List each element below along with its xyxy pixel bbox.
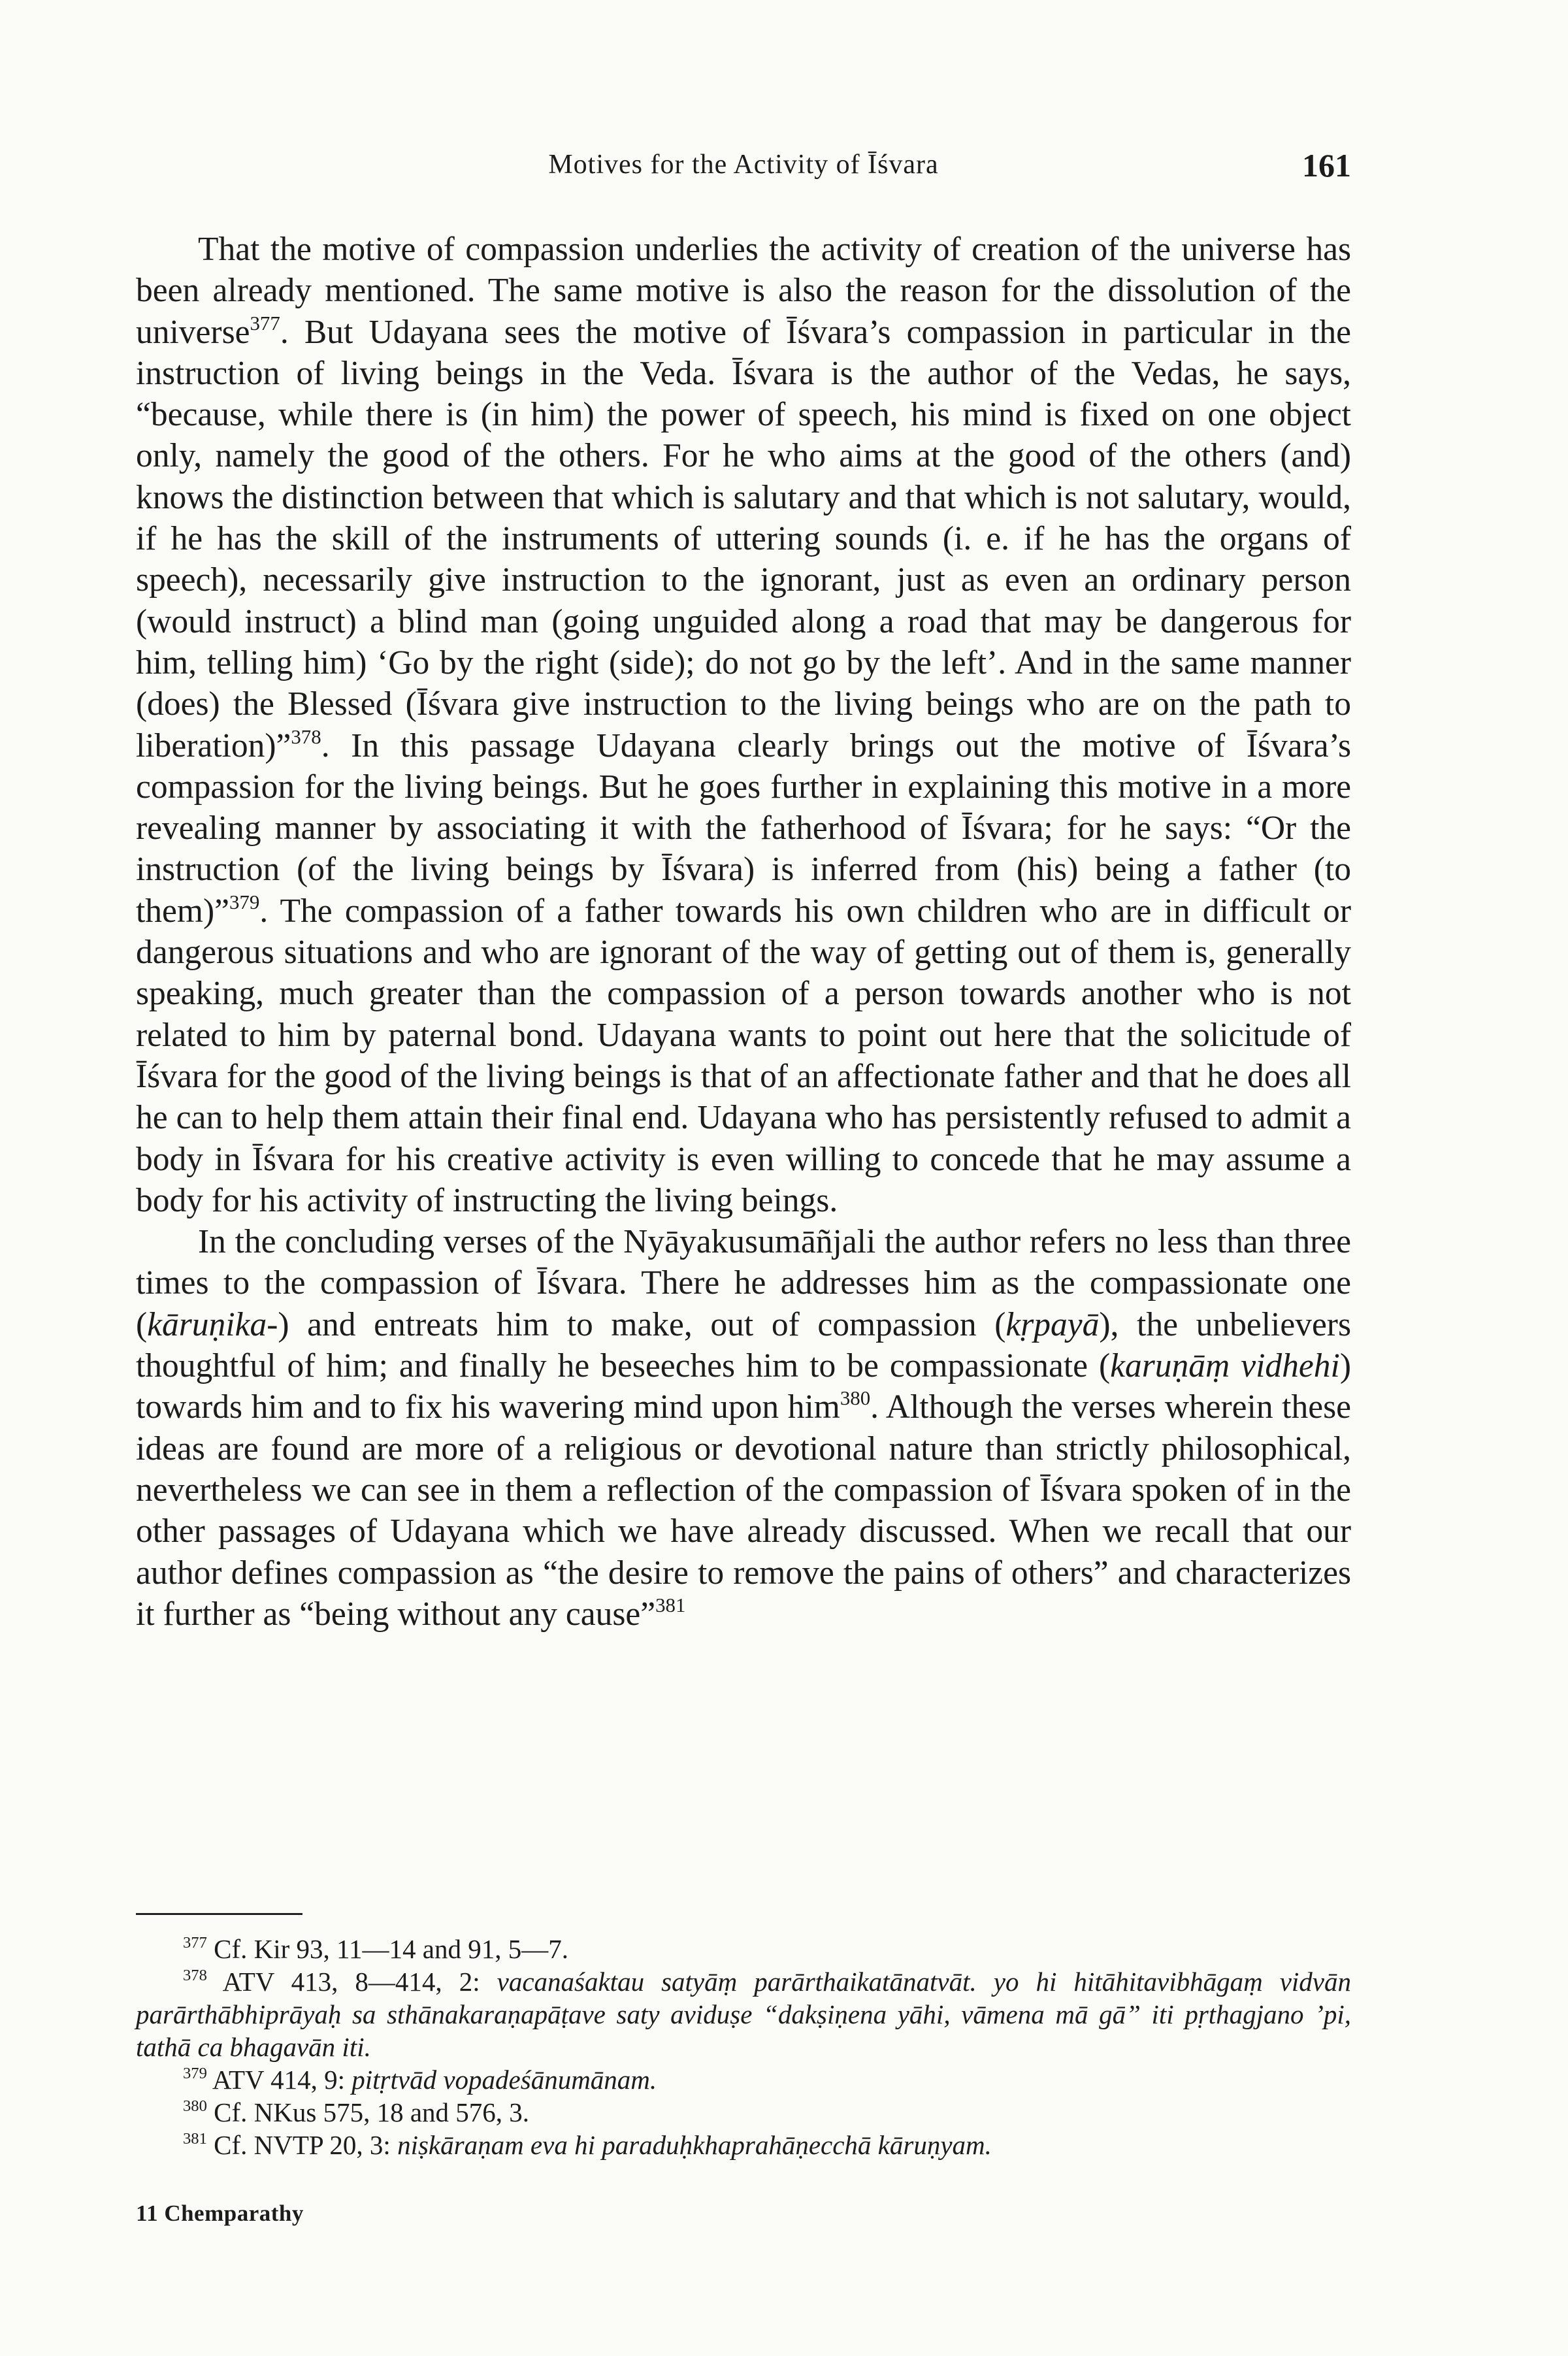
footnote-380	[136, 2096, 1351, 2129]
footnote-divider	[136, 1913, 302, 1915]
footnote-number: 381	[183, 2130, 207, 2148]
main-text	[136, 229, 1351, 1635]
footnote-number: 378	[183, 1967, 207, 1985]
text-span: That the motive of compassion underlies the activity of creation of the universe has been already mentioned. The same motive is also the reason for the dissolution of the universe	[136, 231, 1351, 351]
signature-mark: 11 Chemparathy	[136, 2201, 304, 2226]
footnote-379	[136, 2063, 1351, 2096]
text-span: . But Udayana sees the motive of Īśvara’s compassion in particular in the instruction of living beings in the Veda. Īśvara is the author of the Vedas, he says, “because, while there is (in him) the power of speech, his mind is fixed on one object only, namely the good of the others. For he who aims at the good of the others (and) knows the distinction between that which is salutary and that which is not salutary, would, if he has the skill of the instruments of uttering sounds (i. e. if he has the organs of speech), necessarily give instruction to the ignorant, just as even an ordinary person (would instruct) a blind man (going unguided along a road that may be dangerous for him, telling him) ‘Go by the right (side); do not go by the left’. And in the same manner (does) the Blessed (Īśvara give instruction to the living beings who are on the path to liberation)”	[136, 313, 1351, 764]
footnote-sanskrit: vacanaśaktau satyāṃ parārthaikatānatvāt. yo hi hitāhitavibhāgaṃ vidvān parārthābhiprāyaḥ sa sthānakaraṇapāṭave saty aviduṣe “dakṣiṇena yāhi, vāmena mā gā” iti pṛthagjano ’pi, tathā ca bhagavān iti.	[136, 1967, 1351, 2062]
sanskrit-term: kāruṇika-	[147, 1305, 278, 1343]
footnote-ref-378: 378	[291, 725, 321, 748]
text-span: ), the unbelievers thoughtful of him; and finally he beseeches him to be compassionate (	[136, 1305, 1351, 1385]
footnote-ref-380: 380	[840, 1386, 871, 1410]
footnote-377	[136, 1933, 1351, 1965]
footnote-378	[136, 1965, 1351, 2063]
footnote-ref-377: 377	[250, 311, 280, 335]
page-number: 161	[1302, 147, 1351, 184]
text-span: ) towards him and to fix his wavering mind upon him	[136, 1347, 1351, 1426]
footnote-ref-379: 379	[229, 890, 260, 913]
paragraph-2	[136, 1221, 1351, 1635]
paragraph-1	[136, 229, 1351, 1221]
text-span: . Although the verses wherein these ideas are found are more of a religious or devotional nature than strictly philosophical, nevertheless we can see in them a reflection of the compassion of Īśvara spoken of in the other passages of Udayana which we have already discussed. When we recall that our author defines compassion as “the desire to remove the pains of others” and characterizes it further as “being without any cause”	[136, 1388, 1351, 1633]
footnote-text: Cf. NKus 575, 18 and 576, 3.	[214, 2097, 530, 2127]
footnotes	[136, 1933, 1351, 2161]
footnote-sanskrit: niṣkāraṇam eva hi paraduḥkhaprahāṇecchā kāruṇyam.	[397, 2130, 992, 2160]
sanskrit-term: kṛpayā	[1005, 1305, 1100, 1343]
footnote-sanskrit: pitṛtvād vopadeśānumānam.	[351, 2065, 657, 2095]
text-span: ) and entreats him to make, out of compassion (	[278, 1305, 1006, 1343]
footnote-number: 380	[183, 2097, 207, 2116]
text-span: . In this passage Udayana clearly brings out the motive of Īśvara’s compassion for the living beings. But he goes further in explaining this motive in a more revealing manner by associating it with the fatherhood of Īśvara; for he says: “Or the instruction (of the living beings by Īśvara) is inferred from (his) being a father (to them)”	[136, 727, 1351, 930]
footnote-381	[136, 2129, 1351, 2161]
text-span: . The compassion of a father towards his own children who are in difficult or dangerous situations and who are ignorant of the way of getting out of them is, generally speaking, much greater than the compassion of a person towards another who is not related to him by paternal bond. Udayana wants to point out here that the solicitude of Īśvara for the good of the living beings is that of an affectionate father and that he does all he can to help them attain their final end. Udayana who has persistently refused to admit a body in Īśvara for his creative activity is even willing to concede that he may assume a body for his activity of instructing the living beings.	[136, 892, 1351, 1219]
text-span: In the concluding verses of the Nyāyakusumāñjali the author refers no less than three times to the compassion of Īśvara. There he addresses him as the compassionate one (	[136, 1223, 1351, 1343]
footnote-text: Cf. Kir 93, 11—14 and 91, 5—7.	[214, 1934, 568, 1964]
running-title: Motives for the Activity of Īśvara	[548, 150, 939, 180]
footnote-number: 377	[183, 1934, 207, 1952]
sanskrit-term: karuṇāṃ vidhehi	[1110, 1347, 1340, 1385]
footnote-ref-381: 381	[655, 1593, 686, 1616]
footnote-text: Cf. NVTP 20, 3:	[214, 2130, 398, 2160]
footnote-text: ATV 414, 9:	[212, 2065, 352, 2095]
footnote-number: 379	[183, 2065, 207, 2083]
footnote-text: ATV 413, 8—414, 2:	[222, 1967, 497, 1997]
running-header	[136, 142, 1351, 195]
